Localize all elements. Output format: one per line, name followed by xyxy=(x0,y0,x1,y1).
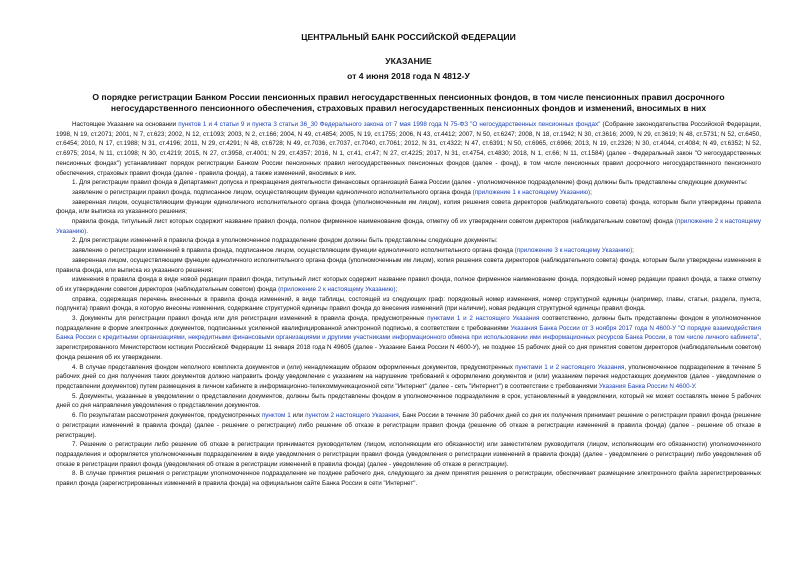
paragraph-5: 5. Документы, указанные в уведомлении о представлении документов, должны быть представлены фондом в уполномоченное подразделение в срок, установленный в уведомлении, который не может составлять менее 5 рабочих дней со дня направления уведомления о представлении документов. xyxy=(56,392,761,410)
text: , уполномоченное подразделение в течение 5 рабочих дней со дня получения таких документов должно направить фонду уведомление с указанием на нарушение требований к оформлению документов и (или) указанием перечня недостающих документов (далее - уведомление о представлении документов) путем размещения в личном кабинете в информационно-телекоммуникационной сети "Интернет" (далее - сеть "Интернет") в соответствии с требованиями xyxy=(56,363,761,390)
points-1-2-link[interactable]: пунктами 1 и 2 настоящего Указания xyxy=(427,315,540,323)
text: заявление о регистрации изменений в правила фонда, подписанное лицом, осуществляющим функции единоличного исполнительного органа фонда xyxy=(72,247,515,255)
directive-4600-link[interactable]: Указания Банка России N 4600-У xyxy=(599,382,695,390)
text: 3. Документы для регистрации правил фонда или для регистрации изменений в правила фонда, предусмотренные xyxy=(72,315,428,323)
text: ; xyxy=(632,247,634,255)
paragraph-2d: справка, содержащая перечень внесенных в правила фонда изменений, в виде таблицы, состоящей из следующих граф: порядковый номер изменения, номер структурной единицы (например, главы, статьи, раздела, пункта, подпункта) правил фонда, в которую внесены изменения, содержание структурной единицы правил фонда до внесения изменений (при наличии), новая редакция структурной единицы правил фонда. xyxy=(56,295,761,313)
text: изменения в правила фонда в виде новой редакции правил фонда, титульный лист которых содержит название правил фонда, полное фирменное наименование фонда, порядковый номер редакции правил фонда, а также отметку об их утверждении советом директоров (наблюдательным советом) фонда xyxy=(56,276,761,293)
paragraph-2a xyxy=(56,246,761,256)
point-2-link[interactable]: пунктом 2 настоящего Указания xyxy=(305,412,399,420)
text: Настоящее Указание на основании xyxy=(72,121,179,128)
law-link[interactable]: пунктов 1 и 4 статьи 9 и пункта 3 статьи 36_30 Федерального закона от 7 мая 1998 года N 75-ФЗ "О негосударственных пенсионных фондах" xyxy=(178,121,601,128)
paragraph-2: 2. Для регистрации изменений в правила фонда в уполномоченное подразделение фондом должны быть представлены следующие документы: xyxy=(72,237,498,245)
text: правила фонда, титульный лист которых содержит название правил фонда, полное фирменное наименование фонда, отметку об их утверждении советом директоров (наблюдательным советом) фонда xyxy=(72,218,675,226)
paragraph-8: 8. В случае принятия решения о регистрации уполномоченное подразделение не позднее рабочего дня, следующего за днем принятия решения о регистрации, обеспечивает размещение электронного файла зарегистрированных правил фонда (зарегистрированных изменений в правила фонда) на официальном сайте Банка России в сети "Интернет". xyxy=(56,470,761,488)
points-1-2-link[interactable]: пунктами 1 и 2 настоящего Указания xyxy=(515,363,625,371)
paragraph-3 xyxy=(56,314,761,363)
paragraph-2b: заверенная лицом, осуществляющим функции единоличного исполнительного органа фонда (уполномоченным им лицом), копия решения совета директоров (наблюдательного совета) фонда, которым были утверждены изменения в правила фонда, или выписка из указанного решения; xyxy=(56,256,761,274)
paragraph-2c xyxy=(56,275,761,294)
appendix-1-link[interactable]: (приложение 1 к настоящему Указанию) xyxy=(472,188,591,196)
issuer-heading: ЦЕНТРАЛЬНЫЙ БАНК РОССИЙСКОЙ ФЕДЕРАЦИИ xyxy=(301,32,516,42)
intro-paragraph xyxy=(56,120,761,178)
appendix-2-link[interactable]: (приложение 2 к настоящему Указанию) xyxy=(56,218,761,235)
paragraph-1a xyxy=(56,188,761,198)
paragraph-4 xyxy=(56,363,761,392)
paragraph-7: 7. Решение о регистрации либо решение об отказе в регистрации принимается руководителем (лицом, исполняющим его обязанности) или заместителем руководителя (лицом, исполняющим его обязанности) уполномоченного подразделения и оформляется уполномоченным подразделением в виде уведомления о регистрации правил фонда (уведомления о регистрации изменений в правила фонда) (далее - уведомление о регистрации) либо уведомления об отказе в регистрации правил фонда (уведомления об отказе в регистрации изменений в правила фонда) (далее - уведомление об отказе в регистрации). xyxy=(56,441,761,468)
document-title: О порядке регистрации Банком России пенсионных правил негосударственных пенсионных фондов, в том числе пенсионных правил досрочного негосударственного пенсионного обеспечения, страховых правил негосударственных пенсионных фондов и изменений, вносимых в них xyxy=(92,92,725,113)
text: или xyxy=(290,412,306,420)
text: , Банк России в течение 30 рабочих дней со дня их получения принимает решение о регистрации правил фонда (решение о регистрации изменений в правила фонда) (далее - решение о регистрации) либо решение об отказе в регистрации правил фонда (решение об отказе в регистрации изменений в правила фонда) (далее - решение об отказе в регистрации). xyxy=(56,412,761,439)
text: ; xyxy=(590,188,592,196)
text: ; xyxy=(395,285,398,293)
text: 4. В случае представления фондом неполного комплекта документов и (или) ненадлежащим образом оформленных документов, предусмотренных xyxy=(72,363,516,371)
paragraph-1b: заверенная лицом, осуществляющим функции единоличного исполнительного органа фонда (уполномоченным им лицом), копия решения совета директоров (наблюдательного совета) фонда, которым были утверждены правила фонда, или выписка из указанного решения; xyxy=(56,198,761,216)
text: соответственно, должны быть представлены фондом в уполномоченное подразделение в форме электронных документов, подписанных усиленной квалифицированной электронной подписью, в соответствии с требованиями xyxy=(56,315,761,332)
text: (Собрание законодательства Российской Федерации, 1998, N 19, ст.2071; 2001, N 7, ст.623; 2002, N 12, ст.1093; 2003, N 2, ст.166; 2004, N 49, ст.4854; 2005, N 19, ст.1755; 2006, N 43, ст.4412; 2007, N 50, ст.6247; 2008, N 18, ст.1942; N 30, ст.3616; 2009, N 29, ст.3619; N 48, ст.5731; N 52, ст.6450, ст.6454; 2010, N 17, ст.1988; N 31, ст.4196; 2011, N 29, ст.4291; N 48, ст.6728; N 49, ст.7036, ст.7037, ст.7040, ст.7061; 2012, N 31, ст.4322; N 47, ст.6391; N 50, ст.6965, ст.6966; 2013, N 19, ст.2326; N 30, ст.4044, ст.4084; N 49, ст.6352; N 52, ст.6975; 2014, N 11, ст.1098; N 30, ст.4219; 2015, N 27, ст.3958, ст.4001; N 29, ст.4357; 2016, N 1, ст.41, ст.47; N 27, ст.4225; 2017, N 31, ст.4754, ст.4830; 2018, N 1, ст.66; N 11, ст.1584) (далее - Федеральный закон "О негосударственных пенсионных фондах") устанавливает порядок регистрации Банком России пенсионных правил негосударственных пенсионных фондов (далее - фонд), в том числе пенсионных правил досрочного негосударственного пенсионного обеспечения, страховых правил фонда (далее - правила фонда), а также изменений, вносимых в них. xyxy=(56,121,761,177)
text: . xyxy=(694,382,697,390)
text: заявление о регистрации правил фонда, подписанное лицом, осуществляющим функции единоличного исполнительного органа фонда xyxy=(72,188,473,196)
text: . xyxy=(86,227,88,235)
appendix-3-link[interactable]: (приложение 3 к настоящему Указанию) xyxy=(514,247,633,255)
point-1-link[interactable]: пунктом 1 xyxy=(261,412,291,420)
text: , зарегистрированного Министерством юстиции Российской Федерации 11 января 2018 года N 49605 (далее - Указание Банка России N 4600-У), не позднее 15 рабочих дней со дня принятия советом директоров (наблюдательным советом) фонда решения об их утверждении. xyxy=(56,334,761,361)
appendix-2-link[interactable]: (приложение 2 к настоящему Указанию) xyxy=(278,285,396,293)
doc-date-number: от 4 июня 2018 года N 4812-У xyxy=(347,71,470,81)
text: 6. По результатам рассмотрения документов, предусмотренных xyxy=(72,412,262,420)
paragraph-1c xyxy=(56,217,761,236)
doc-type-heading: УКАЗАНИЕ xyxy=(385,56,432,66)
document-body xyxy=(56,120,761,489)
paragraph-6 xyxy=(56,411,761,440)
directive-4600-link[interactable]: Указания Банка России от 3 ноября 2017 года N 4600-У "О порядке взаимодействия Банка России с кредитными организациями, некредитными финансовыми организациями и другими участниками информационного обмена при использовании ими информационных ресурсов Банка России, в том числе личного кабинета" xyxy=(56,324,761,342)
paragraph-1: 1. Для регистрации правил фонда в Департамент допуска и прекращения деятельности финансовых организаций Банка России (далее - уполномоченное подразделение) фонд должны быть представлены следующие документы: xyxy=(72,179,748,187)
